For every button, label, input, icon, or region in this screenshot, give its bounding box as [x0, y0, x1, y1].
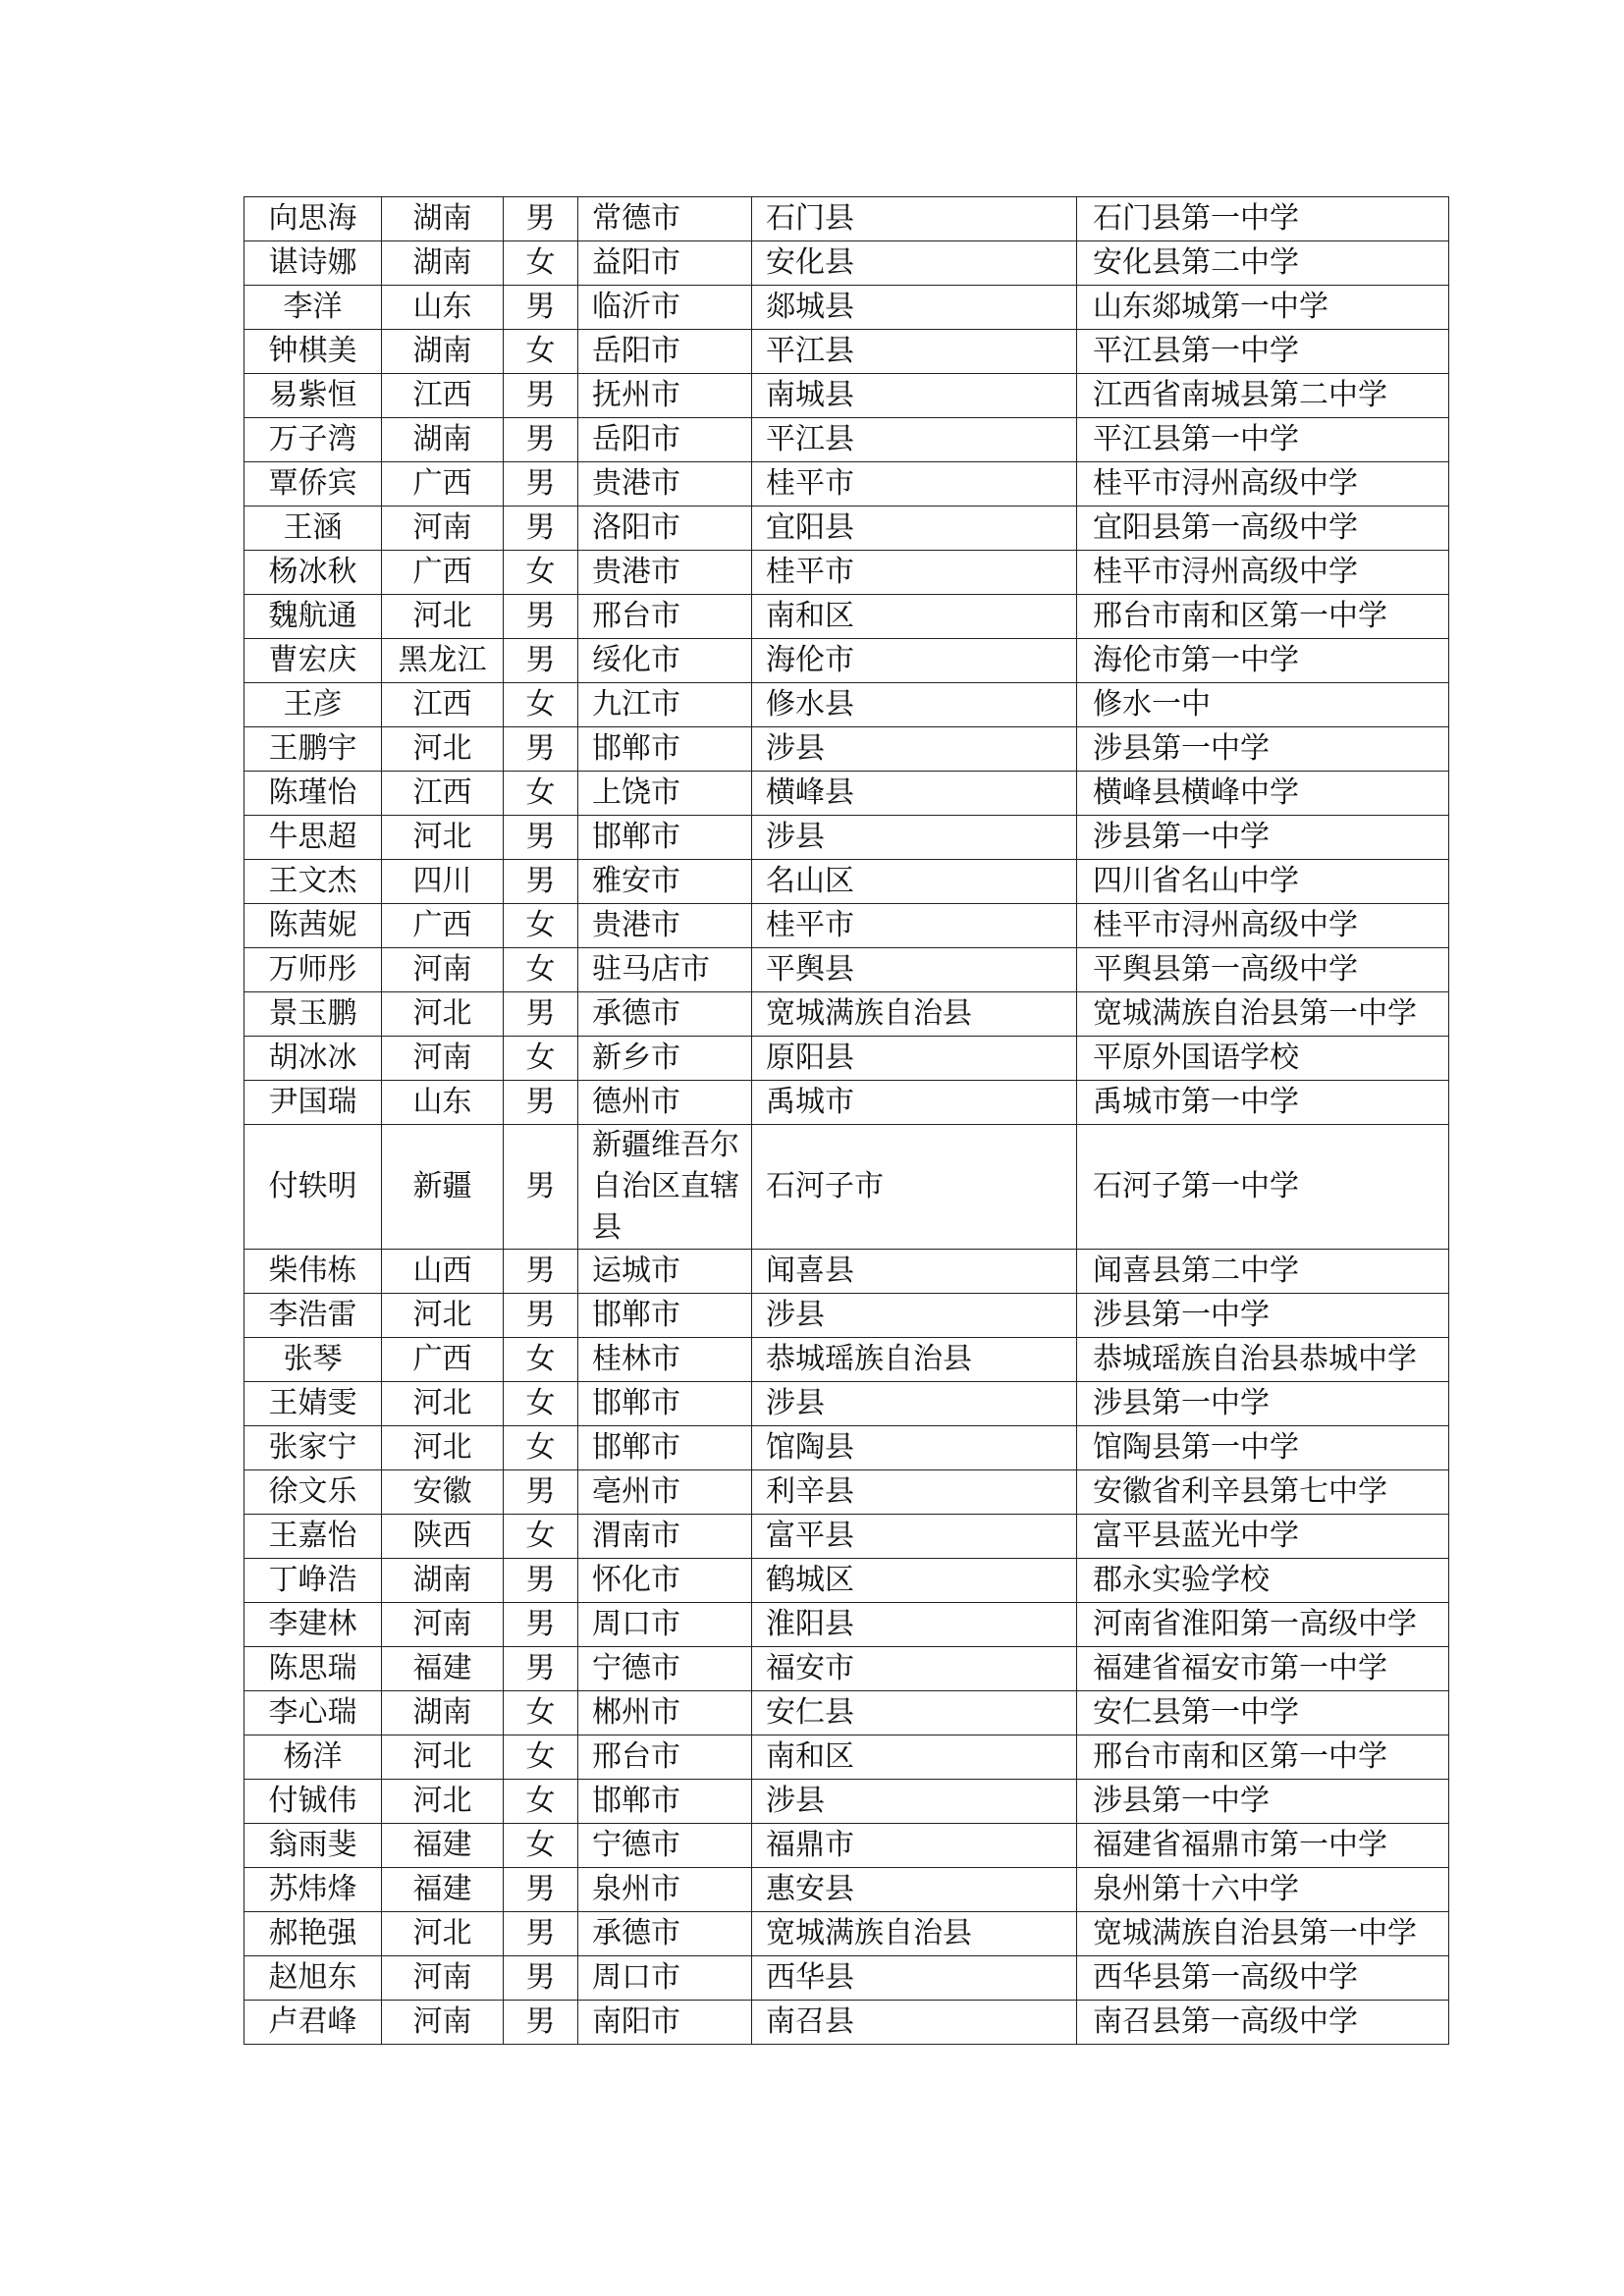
cell-county: 修水县 [752, 682, 1077, 726]
cell-school: 涉县第一中学 [1077, 1779, 1449, 1823]
cell-gender: 男 [504, 374, 578, 418]
cell-gender: 男 [504, 859, 578, 903]
table-row [244, 551, 1449, 595]
table-row [244, 682, 1449, 726]
roster-body [244, 197, 1449, 2045]
table-row [244, 1293, 1449, 1337]
cell-school: 宽城满族自治县第一中学 [1077, 1911, 1449, 1955]
cell-school: 河南省淮阳第一高级中学 [1077, 1602, 1449, 1646]
cell-county: 淮阳县 [752, 1602, 1077, 1646]
table-row [244, 1425, 1449, 1469]
cell-name: 徐文乐 [244, 1469, 382, 1514]
cell-city: 岳阳市 [578, 418, 752, 462]
cell-province: 山东 [382, 1080, 504, 1124]
cell-name: 胡冰冰 [244, 1036, 382, 1080]
cell-city: 上饶市 [578, 771, 752, 815]
cell-name: 陈瑾怡 [244, 771, 382, 815]
cell-school: 平舆县第一高级中学 [1077, 947, 1449, 991]
cell-school: 南召县第一高级中学 [1077, 2000, 1449, 2044]
cell-county: 南和区 [752, 1735, 1077, 1779]
cell-name: 苏炜烽 [244, 1867, 382, 1911]
cell-school: 涉县第一中学 [1077, 1381, 1449, 1425]
cell-county: 富平县 [752, 1514, 1077, 1558]
cell-gender: 女 [504, 903, 578, 947]
cell-province: 河北 [382, 1911, 504, 1955]
cell-city: 绥化市 [578, 639, 752, 683]
cell-province: 黑龙江 [382, 639, 504, 683]
cell-county: 鹤城区 [752, 1558, 1077, 1602]
table-row [244, 1955, 1449, 2000]
table-row [244, 1690, 1449, 1735]
cell-school: 涉县第一中学 [1077, 815, 1449, 859]
cell-school: 富平县蓝光中学 [1077, 1514, 1449, 1558]
cell-city: 渭南市 [578, 1514, 752, 1558]
cell-province: 广西 [382, 462, 504, 507]
cell-gender: 男 [504, 1469, 578, 1514]
cell-county: 原阳县 [752, 1036, 1077, 1080]
cell-county: 馆陶县 [752, 1425, 1077, 1469]
document-page [244, 196, 1448, 2045]
cell-province: 河南 [382, 1036, 504, 1080]
cell-name: 李建林 [244, 1602, 382, 1646]
table-row [244, 286, 1449, 330]
cell-county: 恭城瑶族自治县 [752, 1337, 1077, 1381]
cell-city: 临沂市 [578, 286, 752, 330]
cell-city: 益阳市 [578, 241, 752, 286]
cell-name: 王婧雯 [244, 1381, 382, 1425]
cell-gender: 女 [504, 1381, 578, 1425]
cell-county: 涉县 [752, 815, 1077, 859]
cell-county: 惠安县 [752, 1867, 1077, 1911]
cell-county: 宜阳县 [752, 507, 1077, 551]
cell-province: 河北 [382, 1425, 504, 1469]
cell-city: 宁德市 [578, 1823, 752, 1867]
cell-name: 李浩雷 [244, 1293, 382, 1337]
cell-name: 王涵 [244, 507, 382, 551]
cell-gender: 男 [504, 1955, 578, 2000]
cell-province: 河北 [382, 1293, 504, 1337]
cell-name: 赵旭东 [244, 1955, 382, 2000]
cell-name: 陈思瑞 [244, 1646, 382, 1690]
cell-province: 湖南 [382, 1558, 504, 1602]
cell-school: 邢台市南和区第一中学 [1077, 1735, 1449, 1779]
cell-province: 福建 [382, 1867, 504, 1911]
cell-gender: 女 [504, 1823, 578, 1867]
cell-gender: 男 [504, 815, 578, 859]
cell-city: 邯郸市 [578, 1779, 752, 1823]
cell-city: 邢台市 [578, 1735, 752, 1779]
cell-county: 涉县 [752, 1293, 1077, 1337]
table-row [244, 947, 1449, 991]
cell-province: 河南 [382, 1602, 504, 1646]
cell-county: 桂平市 [752, 903, 1077, 947]
cell-city: 运城市 [578, 1249, 752, 1293]
cell-gender: 男 [504, 1558, 578, 1602]
cell-county: 横峰县 [752, 771, 1077, 815]
cell-school: 邢台市南和区第一中学 [1077, 595, 1449, 639]
cell-gender: 男 [504, 507, 578, 551]
cell-county: 禹城市 [752, 1080, 1077, 1124]
cell-province: 河南 [382, 1955, 504, 2000]
table-row [244, 1337, 1449, 1381]
table-row [244, 1735, 1449, 1779]
cell-province: 福建 [382, 1823, 504, 1867]
cell-county: 涉县 [752, 1779, 1077, 1823]
cell-city: 泉州市 [578, 1867, 752, 1911]
cell-city: 德州市 [578, 1080, 752, 1124]
cell-county: 福鼎市 [752, 1823, 1077, 1867]
cell-name: 郝艳强 [244, 1911, 382, 1955]
cell-city: 常德市 [578, 197, 752, 241]
cell-school: 馆陶县第一中学 [1077, 1425, 1449, 1469]
cell-gender: 女 [504, 1036, 578, 1080]
cell-name: 杨洋 [244, 1735, 382, 1779]
cell-county: 郯城县 [752, 286, 1077, 330]
cell-county: 平江县 [752, 330, 1077, 374]
cell-city: 郴州市 [578, 1690, 752, 1735]
cell-school: 山东郯城第一中学 [1077, 286, 1449, 330]
cell-province: 湖南 [382, 1690, 504, 1735]
cell-city: 承德市 [578, 991, 752, 1036]
table-row [244, 859, 1449, 903]
cell-county: 石河子市 [752, 1124, 1077, 1249]
cell-gender: 男 [504, 639, 578, 683]
cell-name: 钟棋美 [244, 330, 382, 374]
cell-name: 张琴 [244, 1337, 382, 1381]
table-row [244, 991, 1449, 1036]
table-row [244, 1558, 1449, 1602]
cell-city: 贵港市 [578, 551, 752, 595]
cell-name: 王文杰 [244, 859, 382, 903]
table-row [244, 1823, 1449, 1867]
cell-school: 修水一中 [1077, 682, 1449, 726]
cell-city: 怀化市 [578, 1558, 752, 1602]
cell-school: 平原外国语学校 [1077, 1036, 1449, 1080]
table-row [244, 197, 1449, 241]
cell-gender: 男 [504, 1080, 578, 1124]
cell-school: 闻喜县第二中学 [1077, 1249, 1449, 1293]
cell-gender: 男 [504, 1124, 578, 1249]
cell-city: 驻马店市 [578, 947, 752, 991]
cell-city: 九江市 [578, 682, 752, 726]
table-row [244, 1602, 1449, 1646]
cell-name: 柴伟栋 [244, 1249, 382, 1293]
cell-city: 邯郸市 [578, 1425, 752, 1469]
cell-name: 曹宏庆 [244, 639, 382, 683]
cell-name: 王嘉怡 [244, 1514, 382, 1558]
cell-school: 安仁县第一中学 [1077, 1690, 1449, 1735]
cell-school: 四川省名山中学 [1077, 859, 1449, 903]
cell-province: 山西 [382, 1249, 504, 1293]
table-row [244, 1080, 1449, 1124]
cell-province: 湖南 [382, 330, 504, 374]
cell-name: 覃侨宾 [244, 462, 382, 507]
cell-city: 周口市 [578, 1955, 752, 2000]
cell-name: 尹国瑞 [244, 1080, 382, 1124]
cell-county: 涉县 [752, 726, 1077, 771]
cell-county: 涉县 [752, 1381, 1077, 1425]
cell-school: 禹城市第一中学 [1077, 1080, 1449, 1124]
table-row [244, 1469, 1449, 1514]
table-row [244, 1249, 1449, 1293]
cell-city: 邯郸市 [578, 1381, 752, 1425]
cell-province: 河北 [382, 726, 504, 771]
cell-school: 石门县第一中学 [1077, 197, 1449, 241]
cell-name: 丁峥浩 [244, 1558, 382, 1602]
cell-gender: 男 [504, 462, 578, 507]
cell-gender: 男 [504, 595, 578, 639]
cell-county: 海伦市 [752, 639, 1077, 683]
cell-school: 福建省福鼎市第一中学 [1077, 1823, 1449, 1867]
cell-city: 宁德市 [578, 1646, 752, 1690]
cell-county: 平江县 [752, 418, 1077, 462]
cell-county: 福安市 [752, 1646, 1077, 1690]
table-row [244, 595, 1449, 639]
table-row [244, 815, 1449, 859]
student-roster-table [244, 196, 1449, 2045]
cell-school: 安徽省利辛县第七中学 [1077, 1469, 1449, 1514]
cell-school: 桂平市浔州高级中学 [1077, 551, 1449, 595]
table-row [244, 418, 1449, 462]
cell-gender: 男 [504, 1911, 578, 1955]
cell-province: 河北 [382, 595, 504, 639]
cell-county: 南城县 [752, 374, 1077, 418]
cell-city: 邢台市 [578, 595, 752, 639]
cell-province: 江西 [382, 374, 504, 418]
cell-school: 涉县第一中学 [1077, 1293, 1449, 1337]
table-row [244, 1036, 1449, 1080]
table-row [244, 1911, 1449, 1955]
table-row [244, 374, 1449, 418]
cell-name: 陈茜妮 [244, 903, 382, 947]
cell-city: 洛阳市 [578, 507, 752, 551]
cell-gender: 男 [504, 1867, 578, 1911]
cell-city: 周口市 [578, 1602, 752, 1646]
table-row [244, 330, 1449, 374]
cell-county: 平舆县 [752, 947, 1077, 991]
cell-gender: 男 [504, 1602, 578, 1646]
cell-name: 万子湾 [244, 418, 382, 462]
cell-city: 雅安市 [578, 859, 752, 903]
table-row [244, 507, 1449, 551]
cell-gender: 男 [504, 726, 578, 771]
cell-name: 王鹏宇 [244, 726, 382, 771]
cell-city: 抚州市 [578, 374, 752, 418]
cell-school: 郡永实验学校 [1077, 1558, 1449, 1602]
cell-city: 新乡市 [578, 1036, 752, 1080]
cell-city: 岳阳市 [578, 330, 752, 374]
cell-city: 新疆维吾尔自治区直辖县 [578, 1124, 752, 1249]
cell-city: 承德市 [578, 1911, 752, 1955]
cell-gender: 女 [504, 1735, 578, 1779]
cell-gender: 女 [504, 1425, 578, 1469]
cell-city: 南阳市 [578, 2000, 752, 2044]
cell-gender: 女 [504, 1690, 578, 1735]
cell-school: 西华县第一高级中学 [1077, 1955, 1449, 2000]
cell-county: 利辛县 [752, 1469, 1077, 1514]
cell-school: 安化县第二中学 [1077, 241, 1449, 286]
cell-gender: 女 [504, 241, 578, 286]
cell-city: 桂林市 [578, 1337, 752, 1381]
cell-city: 邯郸市 [578, 726, 752, 771]
cell-name: 万师彤 [244, 947, 382, 991]
cell-school: 平江县第一中学 [1077, 418, 1449, 462]
cell-county: 石门县 [752, 197, 1077, 241]
cell-school: 平江县第一中学 [1077, 330, 1449, 374]
cell-school: 海伦市第一中学 [1077, 639, 1449, 683]
table-row [244, 1381, 1449, 1425]
cell-gender: 女 [504, 330, 578, 374]
cell-city: 邯郸市 [578, 815, 752, 859]
cell-gender: 女 [504, 1514, 578, 1558]
cell-name: 易紫恒 [244, 374, 382, 418]
cell-city: 邯郸市 [578, 1293, 752, 1337]
cell-province: 江西 [382, 682, 504, 726]
cell-gender: 男 [504, 1293, 578, 1337]
cell-county: 闻喜县 [752, 1249, 1077, 1293]
cell-gender: 女 [504, 551, 578, 595]
cell-name: 付铖伟 [244, 1779, 382, 1823]
cell-province: 福建 [382, 1646, 504, 1690]
cell-gender: 男 [504, 1646, 578, 1690]
cell-province: 河北 [382, 1779, 504, 1823]
cell-name: 牛思超 [244, 815, 382, 859]
table-row [244, 241, 1449, 286]
cell-school: 涉县第一中学 [1077, 726, 1449, 771]
cell-province: 广西 [382, 551, 504, 595]
cell-gender: 男 [504, 197, 578, 241]
cell-name: 谌诗娜 [244, 241, 382, 286]
table-row [244, 1124, 1449, 1249]
cell-name: 李心瑞 [244, 1690, 382, 1735]
cell-gender: 男 [504, 418, 578, 462]
cell-province: 新疆 [382, 1124, 504, 1249]
cell-province: 河北 [382, 1381, 504, 1425]
table-row [244, 462, 1449, 507]
cell-gender: 女 [504, 947, 578, 991]
cell-name: 向思海 [244, 197, 382, 241]
cell-name: 魏航通 [244, 595, 382, 639]
cell-province: 广西 [382, 903, 504, 947]
table-row [244, 1646, 1449, 1690]
cell-name: 翁雨斐 [244, 1823, 382, 1867]
cell-province: 四川 [382, 859, 504, 903]
cell-province: 湖南 [382, 241, 504, 286]
cell-province: 陕西 [382, 1514, 504, 1558]
cell-county: 安化县 [752, 241, 1077, 286]
cell-province: 江西 [382, 771, 504, 815]
cell-school: 宽城满族自治县第一中学 [1077, 991, 1449, 1036]
cell-gender: 男 [504, 286, 578, 330]
table-row [244, 726, 1449, 771]
cell-province: 河南 [382, 507, 504, 551]
cell-city: 贵港市 [578, 462, 752, 507]
cell-name: 景玉鹏 [244, 991, 382, 1036]
cell-province: 山东 [382, 286, 504, 330]
cell-gender: 男 [504, 1249, 578, 1293]
cell-gender: 男 [504, 2000, 578, 2044]
cell-county: 南召县 [752, 2000, 1077, 2044]
cell-gender: 女 [504, 1337, 578, 1381]
cell-school: 石河子第一中学 [1077, 1124, 1449, 1249]
cell-gender: 女 [504, 1779, 578, 1823]
cell-province: 河北 [382, 991, 504, 1036]
table-row [244, 2000, 1449, 2044]
table-row [244, 1867, 1449, 1911]
table-row [244, 903, 1449, 947]
table-row [244, 1779, 1449, 1823]
cell-province: 河南 [382, 2000, 504, 2044]
cell-county: 桂平市 [752, 462, 1077, 507]
cell-county: 安仁县 [752, 1690, 1077, 1735]
cell-school: 桂平市浔州高级中学 [1077, 903, 1449, 947]
cell-county: 桂平市 [752, 551, 1077, 595]
cell-city: 亳州市 [578, 1469, 752, 1514]
cell-school: 恭城瑶族自治县恭城中学 [1077, 1337, 1449, 1381]
cell-county: 宽城满族自治县 [752, 1911, 1077, 1955]
cell-school: 桂平市浔州高级中学 [1077, 462, 1449, 507]
cell-gender: 女 [504, 682, 578, 726]
cell-province: 河南 [382, 947, 504, 991]
cell-province: 湖南 [382, 197, 504, 241]
cell-school: 宜阳县第一高级中学 [1077, 507, 1449, 551]
cell-school: 泉州第十六中学 [1077, 1867, 1449, 1911]
table-row [244, 771, 1449, 815]
cell-school: 横峰县横峰中学 [1077, 771, 1449, 815]
table-row [244, 639, 1449, 683]
cell-school: 福建省福安市第一中学 [1077, 1646, 1449, 1690]
cell-province: 湖南 [382, 418, 504, 462]
cell-school: 江西省南城县第二中学 [1077, 374, 1449, 418]
cell-name: 付轶明 [244, 1124, 382, 1249]
cell-gender: 男 [504, 991, 578, 1036]
cell-county: 南和区 [752, 595, 1077, 639]
cell-gender: 女 [504, 771, 578, 815]
cell-name: 张家宁 [244, 1425, 382, 1469]
cell-province: 广西 [382, 1337, 504, 1381]
cell-name: 卢君峰 [244, 2000, 382, 2044]
cell-province: 河北 [382, 1735, 504, 1779]
cell-province: 河北 [382, 815, 504, 859]
cell-name: 王彦 [244, 682, 382, 726]
cell-county: 宽城满族自治县 [752, 991, 1077, 1036]
cell-county: 名山区 [752, 859, 1077, 903]
cell-city: 贵港市 [578, 903, 752, 947]
cell-name: 李洋 [244, 286, 382, 330]
cell-county: 西华县 [752, 1955, 1077, 2000]
cell-name: 杨冰秋 [244, 551, 382, 595]
table-row [244, 1514, 1449, 1558]
cell-province: 安徽 [382, 1469, 504, 1514]
